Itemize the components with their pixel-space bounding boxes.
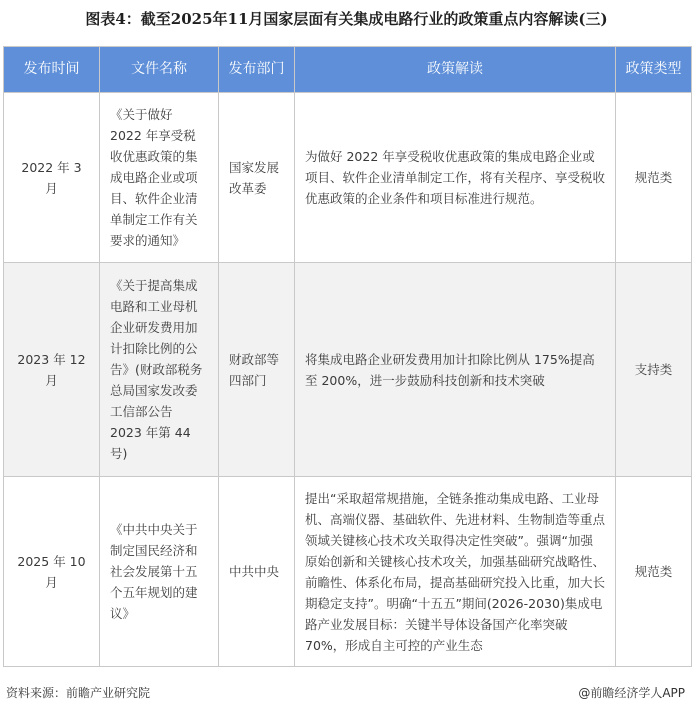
cell-time: 2023 年 12 月	[4, 263, 100, 477]
header-dept: 发布部门	[219, 47, 295, 93]
policy-table	[3, 46, 692, 667]
table-row	[4, 263, 692, 477]
header-desc: 政策解读	[295, 47, 616, 93]
header-time: 发布时间	[4, 47, 100, 93]
cell-time: 2025 年 10 月	[4, 477, 100, 667]
cell-file: 《关于做好 2022 年享受税收优惠政策的集成电路企业或项目、软件企业清单制定工作有关要求的通知》	[100, 93, 219, 263]
cell-file: 《中共中央关于制定国民经济和社会发展第十五个五年规划的建议》	[100, 477, 219, 667]
header-type: 政策类型	[616, 47, 692, 93]
cell-type: 规范类	[616, 93, 692, 263]
table-row	[4, 477, 692, 667]
cell-type: 支持类	[616, 263, 692, 477]
cell-desc: 将集成电路企业研发费用加计扣除比例从 175%提高至 200%，进一步鼓励科技创新和技术突破	[295, 263, 616, 477]
table-header-row	[4, 47, 692, 93]
brand-credit: @前瞻经济学人APP	[578, 686, 685, 700]
cell-dept: 中共中央	[219, 477, 295, 667]
cell-file: 《关于提高集成电路和工业母机企业研发费用加计扣除比例的公告》(财政部税务总局国家发改委工信部公告 2023 年第 44 号)	[100, 263, 219, 477]
header-file: 文件名称	[100, 47, 219, 93]
cell-dept: 财政部等四部门	[219, 263, 295, 477]
chart-title: 图表4：截至2025年11月国家层面有关集成电路行业的政策重点内容解读(三)	[85, 10, 608, 28]
cell-type: 规范类	[616, 477, 692, 667]
cell-desc: 为做好 2022 年享受税收优惠政策的集成电路企业或项目、软件企业清单制定工作，将有关程序、享受税收优惠政策的企业条件和项目标准进行规范。	[295, 93, 616, 263]
source-note: 资料来源：前瞻产业研究院	[6, 686, 151, 700]
table-row	[4, 93, 692, 263]
cell-time: 2022 年 3 月	[4, 93, 100, 263]
cell-dept: 国家发展改革委	[219, 93, 295, 263]
cell-desc: 提出“采取超常规措施，全链条推动集成电路、工业母机、高端仪器、基础软件、先进材料、生物制造等重点领域关键核心技术攻关取得决定性突破”。强调“加强原始创新和关键核心技术攻关，加强基础研究战略性、前瞻性、体系化布局，提高基础研究投入比重，加大长期稳定支持”。明确“十五五”期间(2026-2030)集成电路产业发展目标：关键半导体设备国产化率突破 70%，形成自主可控的产业生态	[295, 477, 616, 667]
